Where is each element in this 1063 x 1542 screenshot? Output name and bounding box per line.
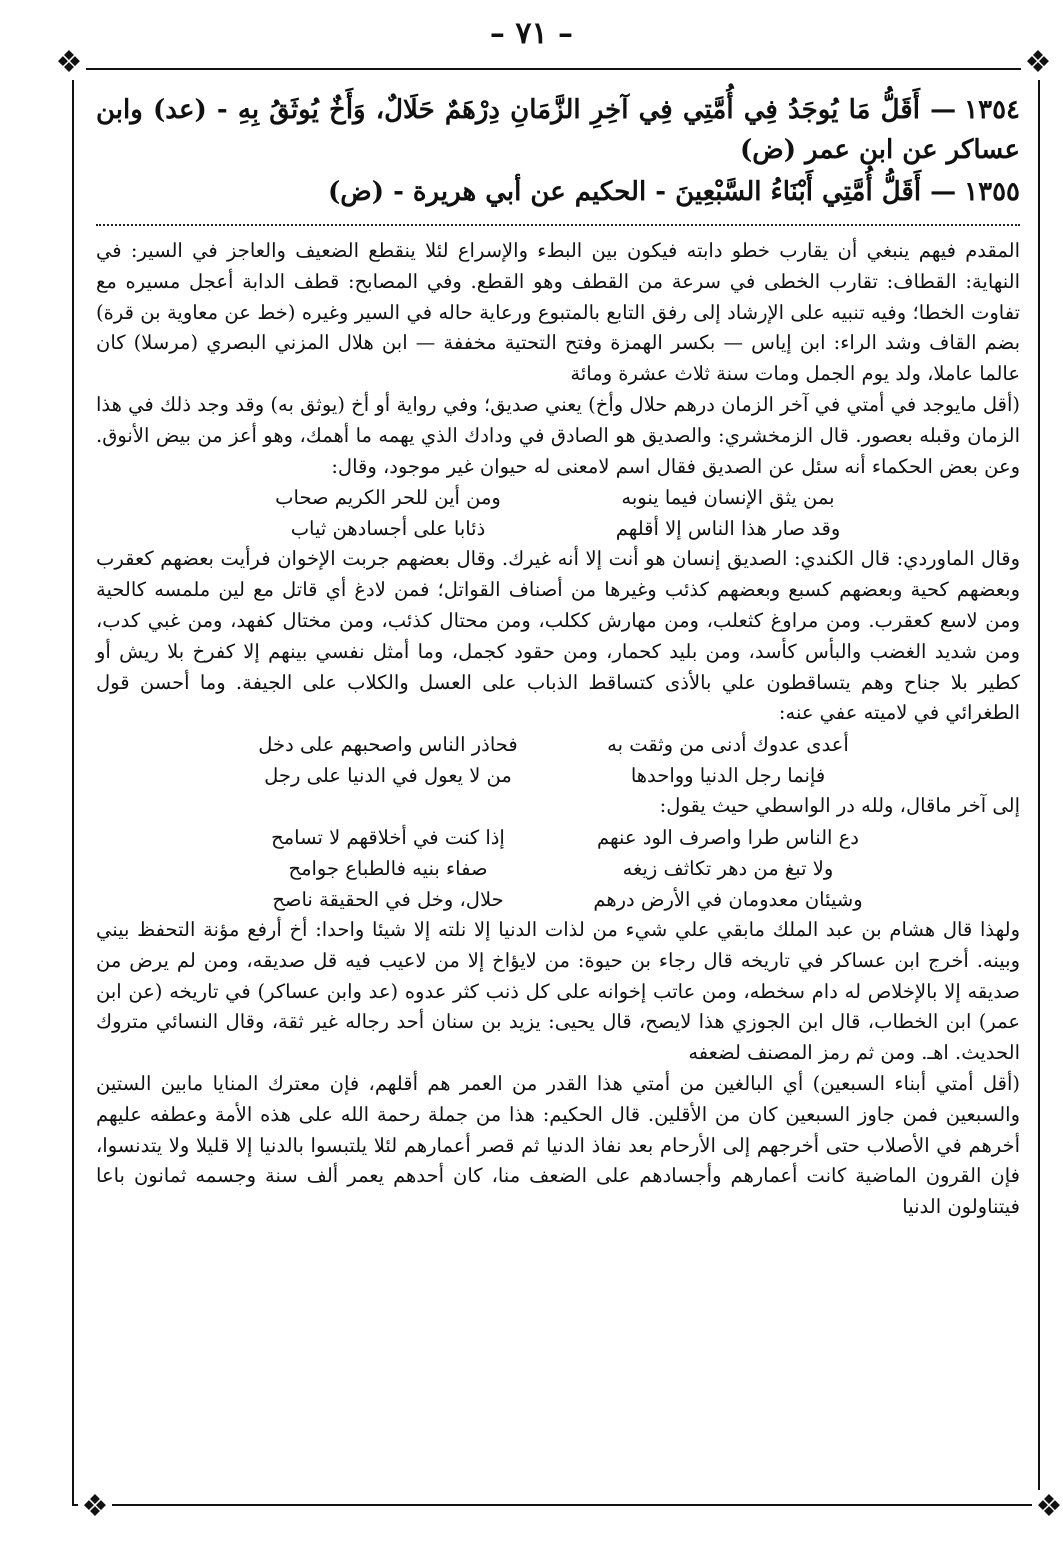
verse-first-hemistich: أعدى عدوك أدنى من وثقت به <box>607 733 849 757</box>
corner-ornament-icon: ❖ <box>52 46 86 80</box>
verse-second-hemistich: صفاء بنيه فالطباع جوامح <box>288 856 488 880</box>
corner-ornament-icon: ❖ <box>78 1490 112 1524</box>
verse-second-hemistich: فحاذر الناس واصحبهم على دخل <box>258 733 518 757</box>
commentary-paragraph: إلى آخر ماقال، ولله در الواسطي حيث يقول: <box>659 794 1020 818</box>
commentary-paragraph: (أقل مايوجد في أمتي في آخر الزمان درهم حلال وأخ) يعني صديق؛ وفي رواية أو أخ (يوثق به) وقد وجد ذلك في هذا الزمان وقبله بعصور. قال الزمخشري: والصديق هو الصادق في ودادك الذي يهمه ما أهمك، وهو أعز من بيض الأنوق. وعن بعض الحكماء أنه سئل عن الصديق فقال اسم لامعنى له حيوان غير موجود، وقال: <box>96 392 1020 478</box>
commentary <box>96 236 1020 1223</box>
section-divider <box>96 224 1020 226</box>
corner-ornament-icon: ❖ <box>1021 46 1055 80</box>
verse-first-hemistich: وقد صار هذا الناس إلا أقلهم <box>615 517 841 541</box>
commentary-paragraph: وقال الماوردي: قال الكندي: الصديق إنسان هو أنت إلا أنه غيرك. وقال بعضهم جربت الإخوان فرأيت بعضهم كعقرب وبعضهم كحية وبعضهم كسبع وبعضهم كذئب وغيرها من أصناف القواتل؛ فمن لادغ أي قاتل مع لين ملمسه كالحية ومن لاسع كعقرب. ومن مراوغ كثعلب، ومن مهارش ككلب، ومن محتال كذئب، ومن مختال كفهد، ومن غبي كدب، ومن شديد الغضب والبأس كأسد، ومن بليد كحمار، ومن حقود كجمل، وما أمثل نفسي بينهم إلا كفرخ بلا ريش أو كطير بلا جناح وهم يتساقطون علي بالأذى كتساقط الذباب على العسل والكلاب على الجيفة. وما أحسن قول الطغرائي في لاميته عفي عنه: <box>96 547 1020 725</box>
commentary-paragraph: ولهذا قال هشام بن عبد الملك مابقي علي شيء من لذات الدنيا إلا نلته إلا شيئا واحدا: أخ أرفع مؤنة التحفظ بيني وبينه. أخرج ابن عساكر في تاريخه قال رجاء بن حيوة: من لايؤاخ إلا من لاعيب فيه قل صديقه، ومن لم يرض من صديقه إلا بالإخلاص له دام سخطه، ومن عاتب إخوانه على كل ذنب كثر عدوه (عد وابن عساكر) في تاريخه (عن ابن عمر) ابن الخطاب، قال ابن الجوزي هذا لايصح، قال يحيى: يزيد بن سنان أحد رجاله غير ثقة، وقال النسائي متروك الحديث. اهـ. ومن ثم رمز المصنف لضعفه <box>96 917 1020 1065</box>
page-number: – ٧١ – <box>489 16 574 51</box>
verse-second-hemistich: إذا كنت في أخلاقهم لا تسامح <box>271 825 505 849</box>
verse-second-hemistich: ذئابا على أجسادهن ثياب <box>290 517 486 541</box>
page-content <box>96 88 1020 1498</box>
poetry-verse <box>96 482 1020 513</box>
poetry-verse <box>96 513 1020 544</box>
verse-first-hemistich: وشيئان معدومان في الأرض درهم <box>593 887 863 911</box>
poetry-verse <box>96 853 1020 884</box>
hadith-text: — أَقَلُّ أُمَّتِي أَبْنَاءُ السَّبْعِينَ - الحكيم عن أبي هريرة - (ض) <box>327 177 957 207</box>
verse-second-hemistich: من لا يعول في الدنيا على رجل <box>264 764 512 788</box>
hadith-number: ١٣٥٥ <box>964 177 1020 207</box>
verse-first-hemistich: فإنما رجل الدنيا وواحدها <box>630 764 826 788</box>
commentary-paragraph: (أقل أمتي أبناء السبعين) أي البالغين من أمتي هذا القدر من العمر هم أقلهم، فإن معترك المنايا مابين الستين والسبعين فمن جاوز السبعين كان من الأقلين. قال الحكيم: هذا من جملة رحمة الله على هذه الأمة وعطفه عليهم أخرهم في الأصلاب حتى أخرجهم إلى الأرحام بعد نفاذ الدنيا ثم قصر أعمارهم لئلا يلتبسوا بالدنيا إلا قليلا ولا يتدنسوا، فإن القرون الماضية كانت أعمارهم وأجسادهم على الضعف منا، كان أحدهم يعمر ألف سنة وجسمه ثمانون باعا فيتناولون الدنيا <box>96 1071 1020 1219</box>
verse-second-hemistich: حلال، وخل في الحقيقة ناصح <box>272 887 504 911</box>
hadith-text: — أَقَلُّ مَا يُوجَدُ فِي أُمَّتِي فِي آخِرِ الزَّمَانِ دِرْهَمٌ حَلَالٌ، وَأَخٌ يُوثَقُ بِهِ - (عد) وابن عساكر عن ابن عمر (ض) <box>96 95 1020 165</box>
hadith-number: ١٣٥٤ <box>964 95 1020 125</box>
commentary-paragraph: المقدم فيهم ينبغي أن يقارب خطو دابته فيكون بين البطء والإسراع لئلا ينقطع الضعيف والعاجز في السير: في النهاية: القطاف: تقارب الخطى في سرعة من القطف وهو القطع. وفي المصابح: قطف الدابة أعجل مسيره مع تفاوت الخطا؛ وفيه تنبيه على الإرشاد إلى رفق التابع بالمتبوع ورعاية حاله في السير وغيره (خط عن معاوية بن قرة) بضم القاف وشد الراء: ابن إياس — بكسر الهمزة وفتح التحتية مخففة — ابن هلال المزني البصري (مرسلا) كان عالما عاملا، ولد يوم الجمل ومات سنة ثلاث عشرة ومائة <box>96 239 1020 386</box>
verse-first-hemistich: بمن يثق الإنسان فيما ينوبه <box>621 486 835 510</box>
poetry-verse <box>96 760 1020 791</box>
poetry-verse <box>96 729 1020 760</box>
hadith-entry <box>96 90 1020 170</box>
poetry-verse <box>96 884 1020 915</box>
verse-first-hemistich: ولا تبغ من دهر تكاثف زيغه <box>622 856 834 880</box>
corner-ornament-icon: ❖ <box>1032 1490 1063 1524</box>
poetry-verse <box>96 822 1020 853</box>
hadith-entry <box>96 172 1020 212</box>
verse-first-hemistich: دع الناس طرا واصرف الود عنهم <box>597 825 859 849</box>
verse-second-hemistich: ومن أين للحر الكريم صحاب <box>275 486 501 510</box>
